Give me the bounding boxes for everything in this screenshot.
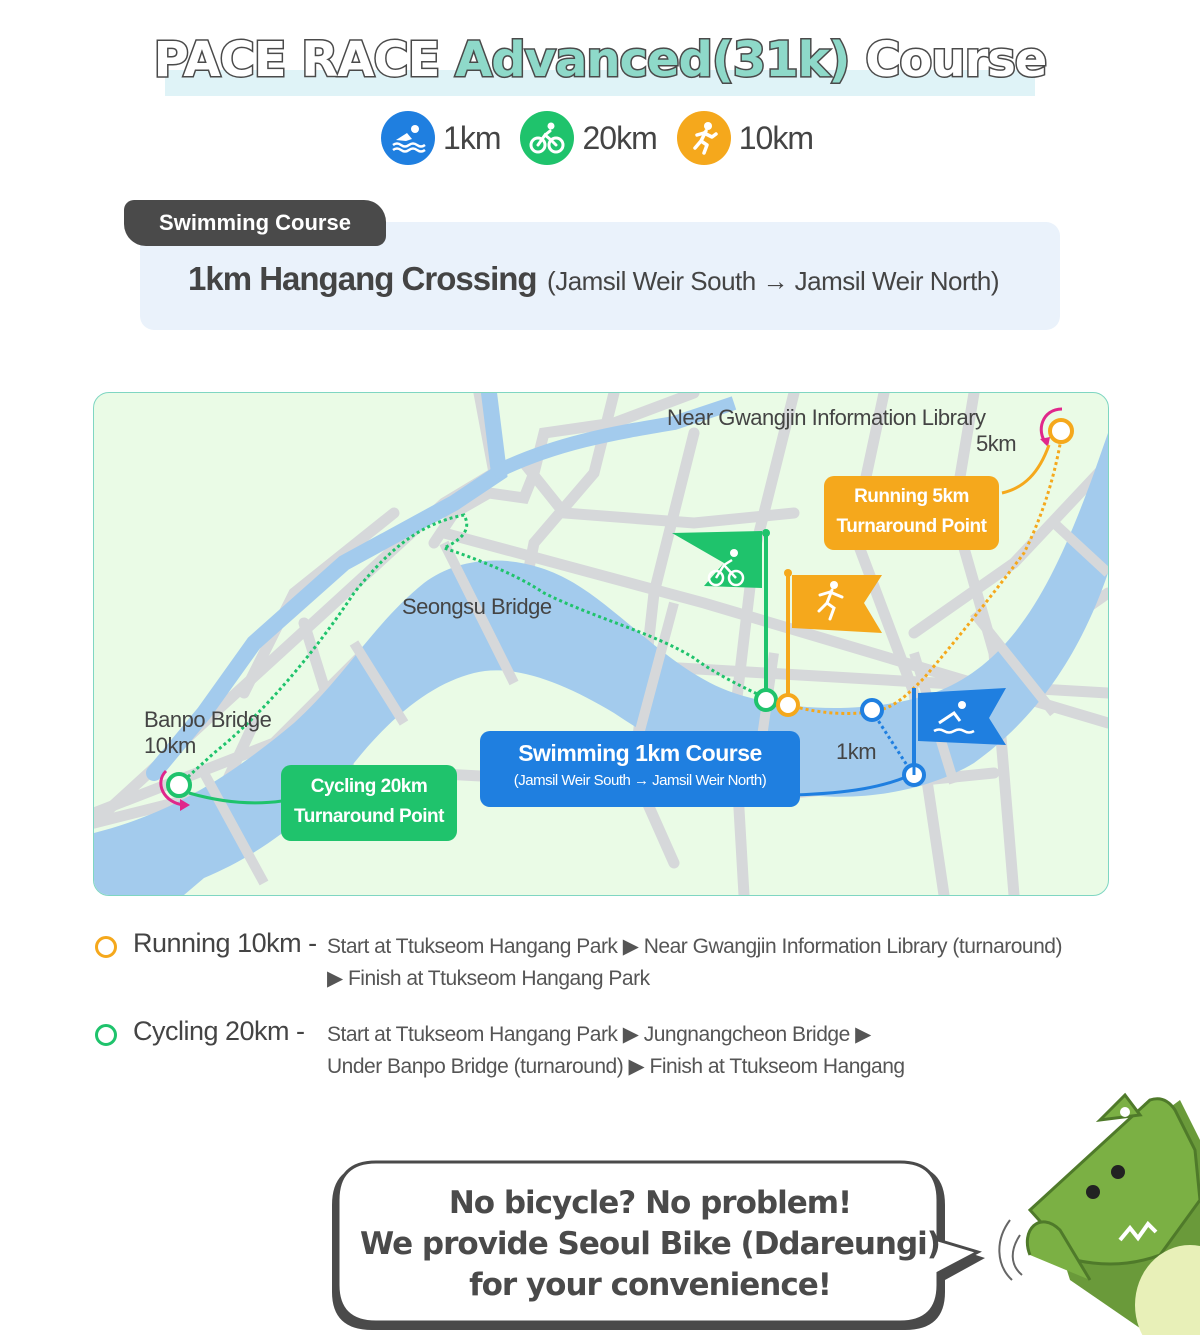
- running-route-line1: Start at Ttukseom Hangang Park ▶ Near Gwangjin Information Library (turnaround): [327, 935, 1062, 958]
- running-badge-line1: Running 5km: [854, 486, 969, 507]
- cycling-icon: [520, 111, 574, 165]
- bike-notice: [350, 1183, 950, 1306]
- cycling-start-marker: [756, 690, 776, 710]
- swimming-badge-line2: (Jamsil Weir South → Jamsil Weir North): [513, 772, 767, 789]
- running-turnaround-marker: [1040, 409, 1072, 447]
- cycling-turnaround-badge: [281, 765, 457, 841]
- swim-distance-label: 1km: [836, 739, 877, 764]
- swimming-badge-line1: Swimming 1km Course: [518, 740, 762, 766]
- cycling-badge-line1: Cycling 20km: [310, 776, 428, 797]
- seongsu-bridge-label: Seongsu Bridge: [402, 594, 552, 619]
- title-part-pace-race: PACE RACE: [153, 32, 440, 88]
- running-ring-icon: [95, 936, 117, 958]
- running-icon: [677, 111, 731, 165]
- legend-running-label: 10km: [738, 119, 813, 156]
- dinosaur-mascot-icon: [1027, 1095, 1200, 1335]
- legend-cycling: [520, 111, 662, 165]
- swimming-course-main: 1km Hangang Crossing: [188, 260, 537, 297]
- cycling-ring-icon: [95, 1024, 117, 1046]
- map-graphic: [94, 393, 1108, 895]
- bike-notice-line2: We provide Seoul Bike (Ddareungi): [360, 1226, 940, 1262]
- swimming-course-badge: [480, 731, 800, 807]
- cycling-route-line2: Under Banpo Bridge (turnaround) ▶ Finish at Ttukseom Hangang: [327, 1055, 905, 1078]
- motion-lines-icon: [999, 1220, 1022, 1280]
- bike-notice-line3: for your convenience!: [469, 1267, 831, 1303]
- bike-notice-line1: No bicycle? No problem!: [448, 1185, 852, 1221]
- cycling-badge-line2: Turnaround Point: [294, 806, 444, 827]
- swimming-course-description: [188, 260, 999, 298]
- legend-running: [677, 111, 819, 165]
- library-distance-label: 5km: [976, 431, 1017, 456]
- running-route-line2: ▶ Finish at Ttukseom Hangang Park: [327, 967, 650, 990]
- title-part-advanced: Advanced(31k): [455, 32, 850, 88]
- library-label: Near Gwangjin Information Library: [667, 405, 986, 430]
- banpo-bridge-label: Banpo Bridge: [144, 707, 272, 732]
- banpo-distance-label: 10km: [144, 733, 196, 758]
- running-route-title: Running 10km -: [133, 928, 317, 958]
- cycling-route-title: Cycling 20km -: [133, 1016, 305, 1046]
- swimming-course-detail: (Jamsil Weir South → Jamsil Weir North): [547, 266, 999, 296]
- legend-swimming-label: 1km: [443, 119, 501, 156]
- cycling-route-line1: Start at Ttukseom Hangang Park ▶ Jungnangcheon Bridge ▶: [327, 1023, 871, 1046]
- running-turnaround-badge: [824, 476, 999, 550]
- swimming-course-tag: Swimming Course: [124, 200, 386, 246]
- swimming-icon: [381, 111, 435, 165]
- legend-swimming: [381, 111, 506, 165]
- running-start-marker: [778, 695, 798, 715]
- page-title: [0, 28, 1200, 92]
- swim-start-marker: [862, 700, 882, 720]
- discipline-legend: [0, 108, 1200, 168]
- running-badge-line2: Turnaround Point: [836, 516, 987, 537]
- legend-cycling-label: 20km: [582, 119, 657, 156]
- course-map: [93, 392, 1109, 896]
- title-part-course: Course: [865, 32, 1047, 88]
